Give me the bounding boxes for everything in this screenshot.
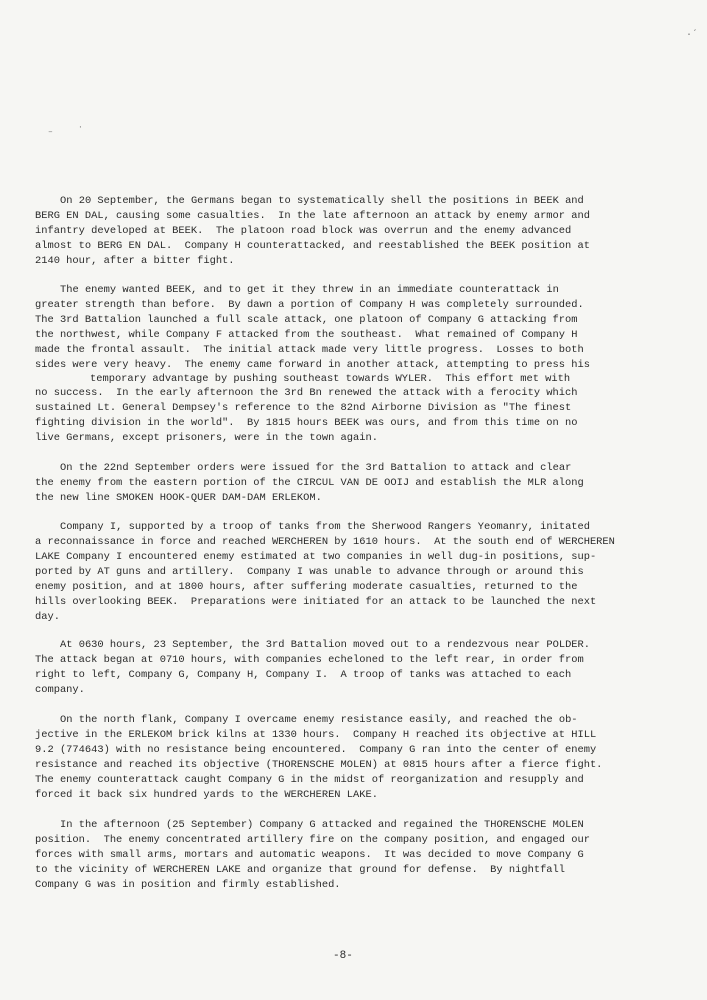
text-line: fighting division in the world". By 1815 hours BEEK was ours, and from this time on no [35, 417, 578, 429]
text-line: no success. In the early afternoon the 3rd Bn renewed the attack with a ferocity which [35, 387, 578, 399]
text-line: almost to BERG EN DAL. Company H counterattacked, and reestablished the BEEK position at [35, 240, 590, 252]
page-speck: – [48, 128, 53, 137]
text-line: On the 22nd September orders were issued for the 3rd Battalion to attack and clear [60, 462, 572, 474]
text-line: to the vicinity of WERCHEREN LAKE and organize that ground for defense. By nightfall [35, 864, 566, 876]
text-line: live Germans, except prisoners, were in the town again. [35, 432, 378, 444]
text-line: the new line SMOKEN HOOK-QUER DAM-DAM ERLEKOM. [35, 492, 322, 504]
page-number: -8- [333, 950, 353, 962]
text-line: Company I, supported by a troop of tanks from the Sherwood Rangers Yeomanry, initated [60, 521, 591, 533]
text-line: In the afternoon (25 September) Company G attacked and regained the THORENSCHE MOLEN [60, 819, 584, 831]
text-line: On the north flank, Company I overcame enemy resistance easily, and reached the ob- [60, 714, 578, 726]
text-line: Company G was in position and firmly established. [35, 879, 341, 891]
text-line: On 20 September, the Germans began to systematically shell the positions in BEEK and [60, 195, 584, 207]
text-line: made the frontal assault. The initial attack made very little progress. Losses to both [35, 344, 584, 356]
text-line: ported by AT guns and artillery. Company I was unable to advance through or around this [35, 566, 584, 578]
text-line: sides were very heavy. The enemy came forward in another attack, attempting to press his [35, 359, 590, 371]
text-line: jective in the ERLEKOM brick kilns at 1330 hours. Company H reached its objective at HILL [35, 729, 597, 741]
text-line: The attack began at 0710 hours, with companies echeloned to the left rear, in order from [35, 654, 584, 666]
text-line: 9.2 (774643) with no resistance being encountered. Company G ran into the center of enemy [35, 744, 597, 756]
text-line: a reconnaissance in force and reached WERCHEREN by 1610 hours. At the south end of WERCHEREN [35, 536, 615, 548]
text-line: The enemy wanted BEEK, and to get it they threw in an immediate counterattack in [60, 284, 559, 296]
page-speck: ·ˊ [686, 30, 699, 41]
text-line: resistance and reached its objective (THORENSCHE MOLEN) at 0815 hours after a fierce fight. [35, 759, 603, 771]
text-line: forces with small arms, mortars and automatic weapons. It was decided to move Company G [35, 849, 584, 861]
text-line: forced it back six hundred yards to the WERCHEREN LAKE. [35, 789, 378, 801]
text-line: 2140 hour, after a bitter fight. [35, 255, 235, 267]
text-line: greater strength than before. By dawn a portion of Company H was completely surrounded. [35, 299, 584, 311]
text-line: infantry developed at BEEK. The platoon road block was overrun and the enemy advanced [35, 225, 572, 237]
page-speck: · [78, 123, 83, 132]
text-line: LAKE Company I encountered enemy estimated at two companies in well dug-in positions, sup- [35, 551, 597, 563]
text-line: enemy position, and at 1800 hours, after suffering moderate casualties, returned to the [35, 581, 578, 593]
text-line: temporary advantage by pushing southeast towards WYLER. This effort met with [90, 373, 571, 385]
text-line: The 3rd Battalion launched a full scale attack, one platoon of Company G attacking from [35, 314, 578, 326]
text-line: BERG EN DAL, causing some casualties. In the late afternoon an attack by enemy armor and [35, 210, 590, 222]
text-line: position. The enemy concentrated artillery fire on the company position, and engaged our [35, 834, 590, 846]
text-line: At 0630 hours, 23 September, the 3rd Battalion moved out to a rendezvous near POLDER. [60, 639, 591, 651]
text-line: the northwest, while Company F attacked from the southeast. What remained of Company H [35, 329, 578, 341]
text-line: the enemy from the eastern portion of the CIRCUL VAN DE OOIJ and establish the MLR along [35, 477, 584, 489]
text-line: sustained Lt. General Dempsey's reference to the 82nd Airborne Division as "The finest [35, 402, 572, 414]
text-line: company. [35, 684, 85, 696]
text-line: day. [35, 611, 60, 623]
text-line: hills overlooking BEEK. Preparations were initiated for an attack to be launched the next [35, 596, 597, 608]
text-line: right to left, Company G, Company H, Company I. A troop of tanks was attached to each [35, 669, 572, 681]
text-line: The enemy counterattack caught Company G in the midst of reorganization and resupply and [35, 774, 584, 786]
